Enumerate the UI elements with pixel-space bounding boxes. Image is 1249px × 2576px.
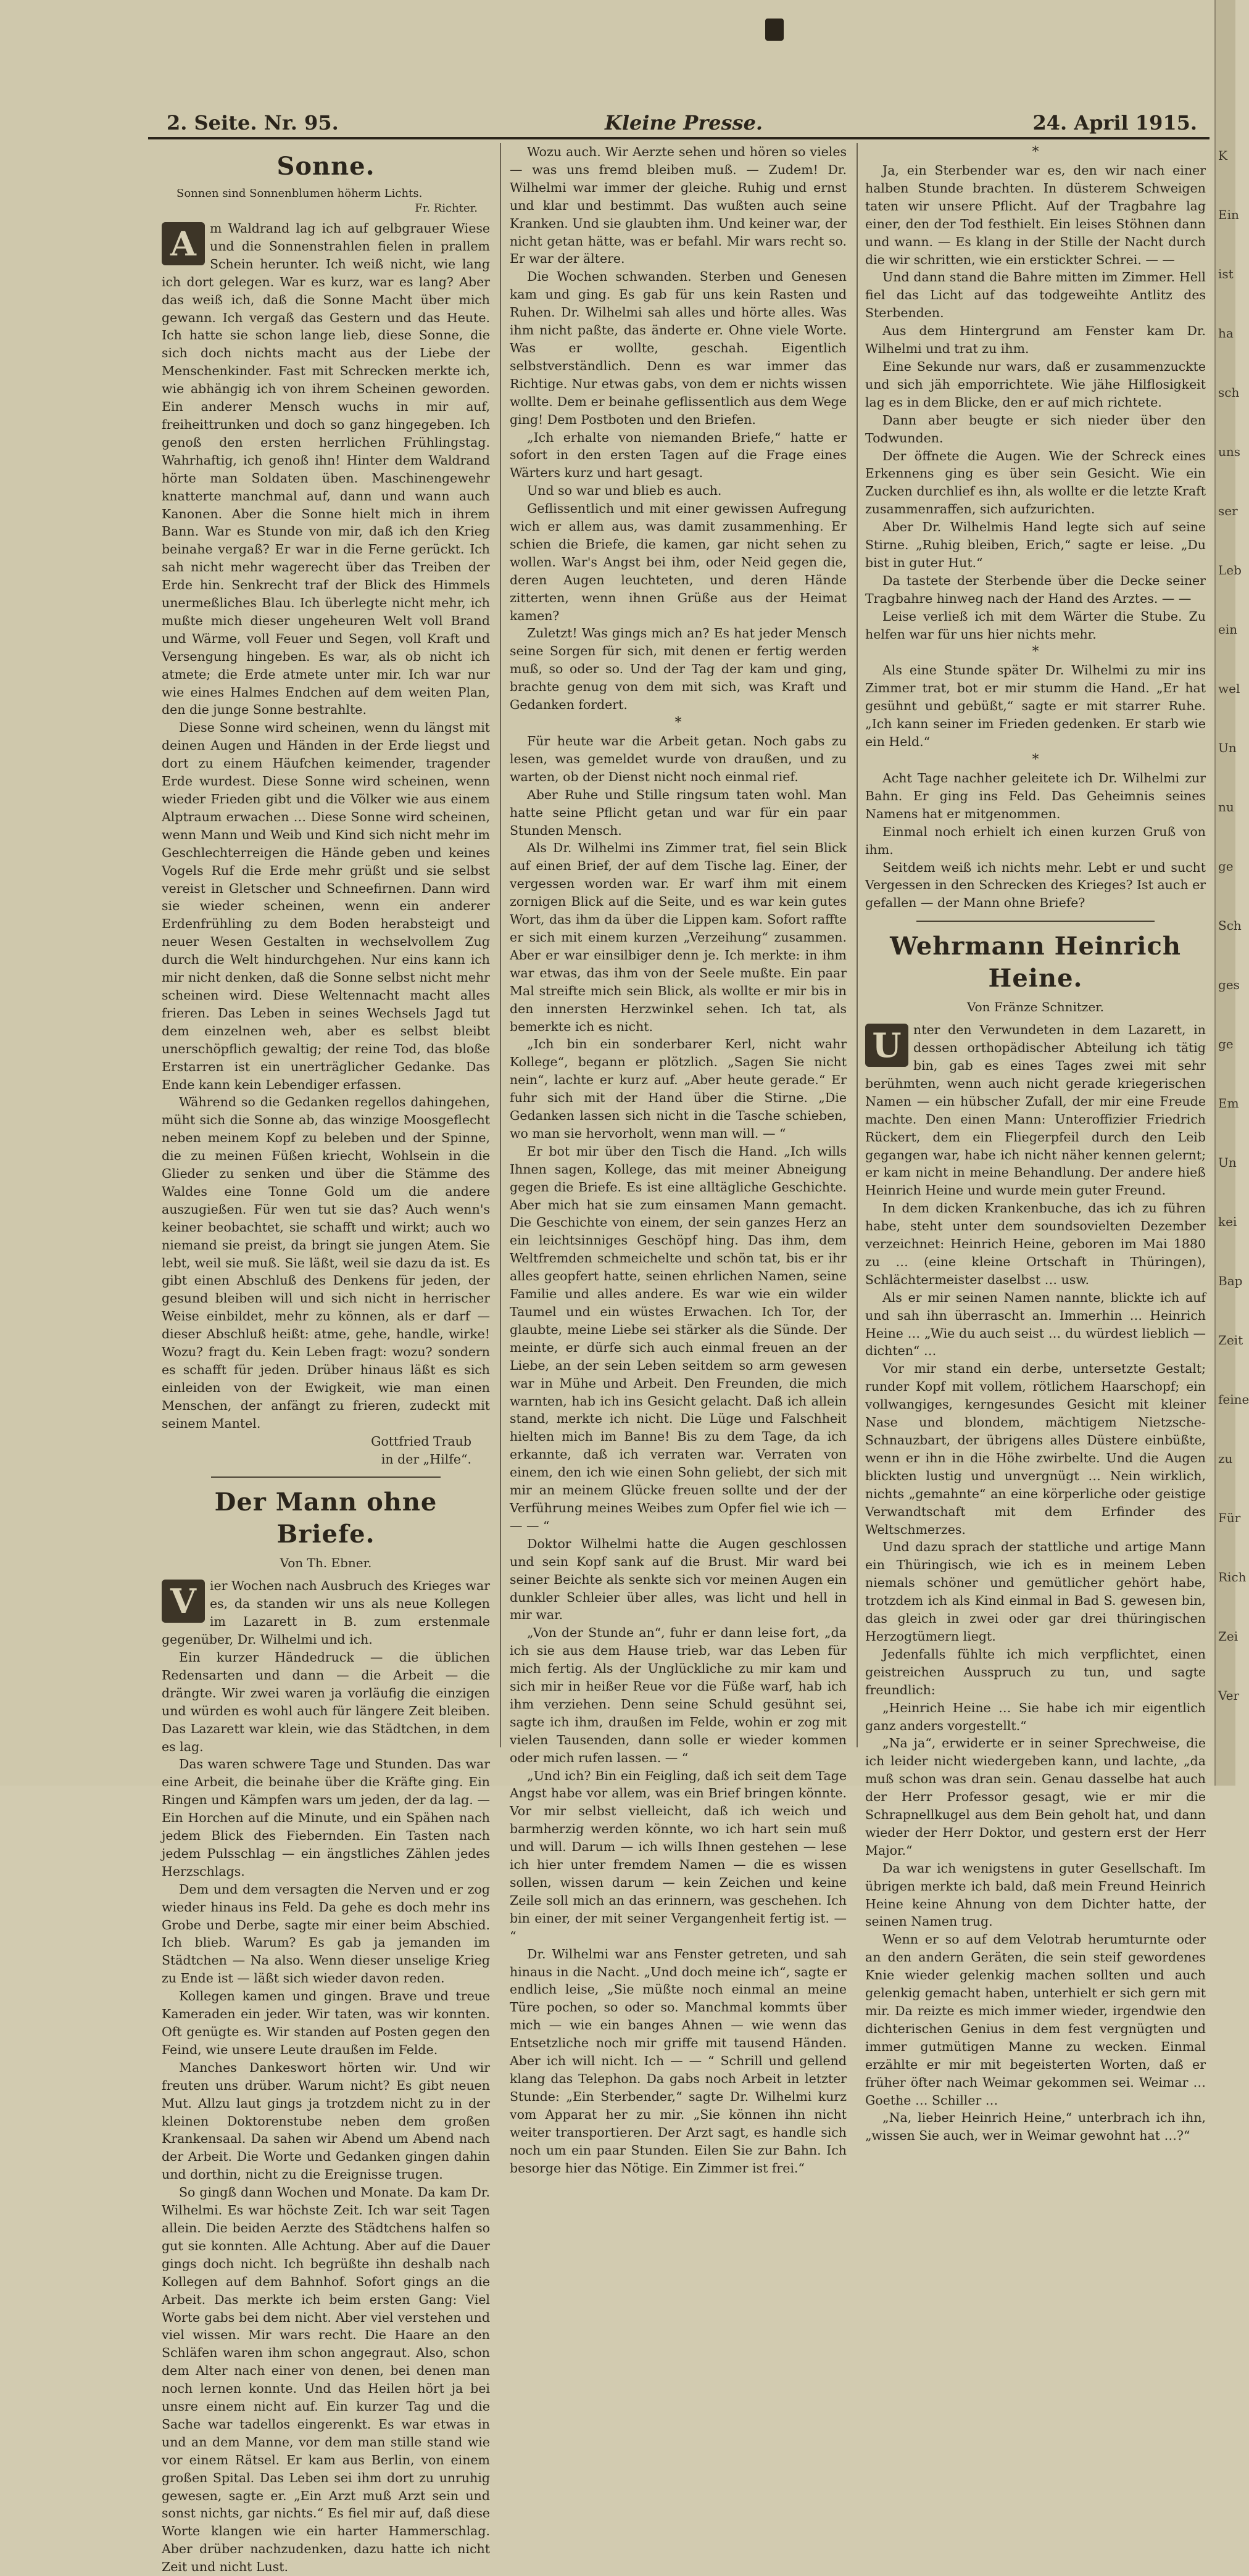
section-star: * xyxy=(1032,752,1039,768)
mann-paragraph: „Von der Stunde an“, fuhr er dann leise fort, „da ich sie aus dem Hause trieb, war das Leben für mich fertig. Als der Unglückliche zu mir kam und sich mir in heißer Reue vor die Füße warf, hab ich ihm verziehen. Denn seine Schuld gesühnt sei, sagte ich ihm, draußen im Felde, wohin er zog mit vielen Tausenden, dann solle er wieder kommen oder mich rufen lassen. — “ xyxy=(510,1625,847,1765)
adjacent-page-fragment: K xyxy=(1218,148,1227,163)
column-rule xyxy=(857,143,858,1747)
adjacent-page-fragment: Zeit xyxy=(1218,1333,1243,1348)
masthead: Kleine Presse. xyxy=(605,111,763,135)
mann-paragraph: Doktor Wilhelmi hatte die Augen geschlossen und sein Kopf sank auf die Brust. Mir ward bei seiner Beichte als senkte sich vor meinen Augen ein dunkler Schleier über alles, was licht und hell in mir war. xyxy=(510,1536,847,1623)
mann-paragraph: Dem und dem versagten die Nerven und er zog wieder hinaus ins Feld. Da gehe es doch mehr ins Grobe und Derbe, sagte mir einer beim Abschied. Ich blieb. Warum? Es gab ja jemanden im Städtchen — Na also. Wenn dieser unselige Krieg zu Ende ist — läßt sich wieder davon reden. xyxy=(162,1881,490,1986)
mann-paragraph: Dr. Wilhelmi war ans Fenster getreten, und sah hinaus in die Nacht. „Und doch meine ich“, sagte er endlich leise, „Sie müßte noch einmal an meine Türe pochen, so oder so. Manchmal kommts über mich — wie ein banges Ahnen — wie wenn das Entsetzliche noch mir griffe mit tausend Händen. Aber ich will nicht. Ich — — “ Schrill und gellend klang das Telephon. Da gabs noch Arbeit in letzter Stunde: „Ein Sterbender,“ sagte Dr. Wilhelmi kurz vom Apparat her zu mir. „Sie können ihn nicht weiter transportieren. Der Arzt sagt, es handle sich noch um ein paar Stunden. Eilen Sie zur Bahn. Ich besorge hier das Nötige. Ein Zimmer ist frei.“ xyxy=(510,1946,847,2176)
mann-paragraph: Ein kurzer Händedruck — die üblichen Redensarten und dann — die Arbeit — die drängte. Wir zwei waren ja vorläufig die einzigen und würden es wohl auch für längere Zeit bleiben. Das Lazarett war klein, wie das Städtchen, in dem es lag. xyxy=(162,1649,490,1754)
mann-paragraph: Aber Dr. Wilhelmis Hand legte sich auf seine Stirne. „Ruhig bleiben, Erich,“ sagte er leise. „Du bist in guter Hut.“ xyxy=(865,520,1206,570)
heine-paragraph: Jedenfalls fühlte ich mich verpflichtet, einen geistreichen Ausspruch zu tun, und sagte freundlich: xyxy=(865,1646,1206,1697)
mann-paragraph: Wozu auch. Wir Aerzte sehen und hören so vieles — was uns fremd bleiben muß. — Zudem! Dr. Wilhelmi war immer der gleiche. Ruhig und ernst und klar und bestimmt. Das wußten auch seine Kranken. Und sie glaubten ihm. Und keiner war, der nicht getan hätte, was er befahl. Mir wars recht so. Er war der ältere. xyxy=(510,144,847,267)
mann-paragraph: Als eine Stunde später Dr. Wilhelmi zu mir ins Zimmer trat, bot er mir stumm die Hand. „Er hat gesühnt und gebüßt,“ sagte er mit starrer Ruhe. „Ich kann seiner im Frieden gedenken. Er starb wie ein Held.“ xyxy=(865,663,1206,750)
mann-paragraph: Aus dem Hintergrund am Fenster kam Dr. Wilhelmi und trat zu ihm. xyxy=(865,323,1206,357)
heine-paragraph: Wenn er so auf dem Velotrab herumturnte oder an den andern Geräten, die sein steif gewordenes Knie wieder gelenkig machen sollten und auch gelenkig gemacht haben, unterhielt er sich gern mit mir. Da reizte es mich immer wieder, irgendwie den dichterischen Genius in dem fest vergnügten und immer gutmütigen Manne zu wecken. Einmal erzählte er mir mit begeisterten Worten, daß er früher öfter nach Weimar gekommen sei. Weimar … Goethe … Schiller … xyxy=(865,1932,1206,2108)
section-star: * xyxy=(674,715,682,731)
column-2 xyxy=(510,143,847,2176)
mann-paragraph: Ja, ein Sterbender war es, den wir nach einer halben Stunde brachten. In düsterem Schweigen taten wir unsere Pflicht. Auf der Tragbahre lag einer, den der Tod festhielt. Ein leises Stöhnen dann und wann. — Es klang in der Stille der Nacht durch die wir schritten, wie ein erstickter Schrei. — — xyxy=(865,163,1206,267)
adjacent-page-fragment: Ein xyxy=(1218,207,1239,222)
sonne-paragraph: Diese Sonne wird scheinen, wenn du längst mit deinen Augen und Händen in der Erde liegst und dort zu einem Häufchen keimender, tragender Erde wurdest. Diese Sonne wird scheinen, wenn wieder Frieden gibt und die Völker wie aus einem Alptraum erwachen … Diese Sonne wird scheinen, wenn Mann und Weib und Kind sich nicht mehr im Geschlechterreigen die Hände geben und keines Vogels Ruf die Erde mehr grüßt und sie selbst vereist in Gletscher und Schneefirnen. Dann wird sie wieder scheinen, wenn ein anderer Erdenfrühling zu dem Boden herabsteigt und neuer Wesen Gestalten in wechselvollem Zug durch die Welt hindurchgehen. Nur eins kann ich mir nicht denken, daß die Sonne selbst nicht mehr scheinen wird. Diese Weltennacht macht alles frieren. Das Leben in seines Wechsels Jagd tut dem einzelnen weh, aber es selbst bleibt unerschöpflich gewaltig; der reine Tod, das bloße Erstarren ist ein unerträglicher Gedanke. Das Ende kann kein Lebendiger erfassen. xyxy=(162,720,490,1092)
page-number: 2. Seite. Nr. 95. xyxy=(167,111,339,135)
mann-paragraph: Da tastete der Sterbende über die Decke seiner Tragbahre hinweg nach der Hand des Arztes. — — xyxy=(865,573,1206,606)
adjacent-page-fragment: kei xyxy=(1218,1214,1237,1229)
mann-paragraph: Der öffnete die Augen. Wie der Schreck eines Erkennens ging es über sein Gesicht. Wie ein Zucken durchlief es ihn, als wollte er die letzte Kraft zusammenraffen, sich aufzurichten. xyxy=(865,448,1206,517)
header-rule xyxy=(148,137,1210,139)
mann-paragraph: Und dann stand die Bahre mitten im Zimmer. Hell fiel das Licht auf das todgeweihte Antlitz des Sterbenden. xyxy=(865,270,1206,321)
mann-paragraph: ier Wochen nach Ausbruch des Krieges war es, da standen wir uns als neue Kollegen im Lazarett in B. zum erstenmale gegenüber, Dr. Wilhelmi und ich. xyxy=(162,1578,490,1647)
heine-paragraph: Als er mir seinen Namen nannte, blickte ich auf und sah ihn überrascht an. Immerhin … Heinrich Heine … „Wie du auch seist … du würdest lieblich — dichten“ … xyxy=(865,1290,1206,1359)
adjacent-page-fragment: Sch xyxy=(1218,918,1242,933)
mann-paragraph: Geflissentlich und mit einer gewissen Aufregung wich er allem aus, was damit zusammenhing. Er schien die Briefe, die kamen, gar nicht sehen zu wollen. War's Angst bei ihm, oder Neid gegen die, deren Augen leuchteten, und deren Hände zitterten, wenn ihnen Grüße aus der Heimat kamen? xyxy=(510,501,847,623)
section-star: * xyxy=(1032,144,1039,160)
column-1 xyxy=(162,143,490,2575)
adjacent-page-fragment: Ver xyxy=(1218,1688,1240,1703)
mann-paragraph: Für heute war die Arbeit getan. Noch gabs zu lesen, was gemeldet wurde von draußen, und zu warten, ob der Dienst nicht noch einmal rief. xyxy=(510,734,847,784)
adjacent-page-fragment: ge xyxy=(1218,1037,1234,1051)
mann-paragraph: Die Wochen schwanden. Sterben und Genesen kam und ging. Es gab für uns kein Rasten und Ruhen. Dr. Wilhelmi sah alles und hörte alles. Was ihm nicht paßte, das änderte er. Ohne viele Worte. Was er wollte, geschah. Eigentlich selbstverständlich. Denn es war immer das Richtige. Nur etwas gabs, von dem er nichts wissen wollte. Dem er beinahe geflissentlich aus dem Wege ging! Dem Postboten und den Briefen. xyxy=(510,269,847,427)
sonne-paragraph: Während so die Gedanken regellos dahingehen, müht sich die Sonne ab, das winzige Moosgeflecht neben meinem Kopf zu beleben und der Spinne, die zu meinen Füßen kriecht, Wohlsein in die Glieder zu senken und über die Stämme des Waldes eine Tonne Gold um die andere auszugießen. Für wen tut sie das? Auch wenn's keiner beobachtet, sie schafft und wirkt; auch wo niemand sie preist, da bringt sie jungen Atem. Sie lebt, weil sie muß. Sie läßt, weil sie dazu da ist. Es gibt einen Abschluß des Denkens für jeden, der gesund bleiben will und sich nicht in herrischer Weise einbildet, mehr zu können, als er darf — dieser Abschluß heißt: atme, gehe, handle, wirke! Wozu? fragt du. Kein Leben fragt: wozu? sondern es schafft für jeden. Drüber hinaus läßt es sich einleiden von der Ewigkeit, wie man einen Menschen, der anfängt zu frieren, zudeckt mit seinem Mantel. xyxy=(162,1095,490,1431)
sonne-source: in der „Hilfe“. xyxy=(381,1451,471,1467)
mann-paragraph: Und so war und blieb es auch. xyxy=(527,483,722,499)
adjacent-page-fragment: Un xyxy=(1218,1155,1237,1170)
dropcap-sonne: A xyxy=(162,222,205,265)
adjacent-page-fragment: sch xyxy=(1218,385,1240,400)
mann-paragraph: Zuletzt! Was gings mich an? Es hat jeder Mensch seine Sorgen für sich, mit denen er fertig werden muß, so oder so. Und der Tag der kam und ging, brachte genug von dem mit sich, was Kraft und Gedanken fordert. xyxy=(510,626,847,713)
mann-paragraph: Leise verließ ich mit dem Wärter die Stube. Zu helfen war für uns hier nichts mehr. xyxy=(865,608,1206,642)
adjacent-page-fragment: nu xyxy=(1218,800,1234,814)
heine-byline: Von Fränze Schnitzer. xyxy=(966,1000,1105,1015)
sonne-paragraph: m Waldrand lag ich auf gelbgrauer Wiese und die Sonnenstrahlen fielen in prallem Schein herunter. Ich weiß nicht, wie lang ich dort gelegen. War es kurz, war es lang? Aber das weiß ich, daß die Sonne Macht über mich gewann. Ich vergaß das Gestern und das Heute. Ich hatte sie schon lange lieb, diese Sonne, die sich doch nichts macht aus der Liebe der Menschenkinder. Fast mit Schrecken merkte ich, wie abhängig ich von ihrem Scheinen geworden. Ein anderer Mensch wuchs in mir auf, freiheittrunken und doch so ganz hingegeben. Ich genoß den ersten herrlichen Frühlingstag. Wahrhaftig, ich genoß ihn! Hinter dem Waldrand hörte man Soldaten üben. Maschinengewehr knatterte manchmal auf, dann und wann auch Kanonen. Aber die Sonne hielt mich in ihrem Bann. War es Stunde von mir, daß ich den Krieg beinahe vergaß? Er war in die Ferne gerückt. Ich sah nicht mehr wagerecht über das Treiben der Erde hin. Senkrecht traf der Blick des Himmels unermeßliches Blau. Ich überlegte nicht mehr, ich mußte mich dieser ungeheuren Welt voll Brand und Wärme, voll Feuer und Segen, voll Kraft und Versengung hingeben. Es war, als ob nicht ich atmete; die Erde atmete unter mir. Ich war nur wie eines Halmes Endchen auf dem weiten Plan, den die junge Sonne bestrahlte. xyxy=(162,221,490,718)
adjacent-page-fragment: zu xyxy=(1218,1451,1233,1466)
article-title-mann: Der Mann ohne Briefe. xyxy=(214,1488,438,1549)
adjacent-page-fragment: Für xyxy=(1218,1510,1241,1525)
motto-author: Fr. Richter. xyxy=(415,202,478,215)
article-divider xyxy=(916,921,1155,922)
mann-paragraph: Das waren schwere Tage und Stunden. Das war eine Arbeit, die beinahe über die Kräfte ging. Ein Ringen und Kämpfen wars um jeden, der da lag. — Ein Horchen auf die Minute, und ein Spähen nach jedem Blick des Fiebernden. Ein Tasten nach jedem Pulsschlag — ein ängstliches Zählen jedes Herzschlags. xyxy=(162,1757,490,1879)
mann-paragraph: Er bot mir über den Tisch die Hand. „Ich wills Ihnen sagen, Kollege, das mit meiner Abneigung gegen die Briefe. Es ist eine alltägliche Geschichte. Aber mich hat sie zum einsamen Mann gemacht. Die Geschichte von einem, der sein ganzes Herz an ein leichtsinniges Geschöpf hing. Das ihm, dem Weltfremden schmeichelte und schön tat, bis er ihr alles geopfert hatte, seinen ehrlichen Namen, seine Familie und alles andere. Es war wie ein wilder Taumel und ein wüstes Erwachen. Ich Tor, der glaubte, meine Liebe sei stärker als die Sünde. Der meinte, er dürfe sich auch einmal freuen an der Liebe, an der sein Leben seitdem so arm gewesen war in Mühe und Arbeit. Den Freunden, die mich warnten, hab ich ins Gesicht gelacht. Daß ich allein stand, merkte ich nicht. Die Lüge und Falschheit hielten mich im Banne! Bis zu dem Tage, da ich erkannte, daß ich verraten war. Verraten von einem, den ich wie einen Sohn geliebt, der sich mit mir an meinem Glücke freuen sollte und der der Verführung meines Weibes zum Opfer fiel wie ich — — — “ xyxy=(510,1143,847,1533)
adjacent-page-fragment: Zei xyxy=(1218,1629,1239,1644)
mann-paragraph: „Ich erhalte von niemanden Briefe,“ hatte er sofort in den ersten Tagen auf die Frage eines Wärters kurz und hart gesagt. xyxy=(510,429,847,481)
adjacent-page-fragment: Un xyxy=(1218,740,1237,755)
adjacent-page-edge xyxy=(1214,0,1249,1786)
heine-paragraph: „Na ja“, erwiderte er in seiner Sprechweise, die ich leider nicht wiedergeben kann, und lachte, „da muß schon was dran sein. Genau dasselbe hat auch der Herr Professor gesagt, wie er mir die Schrapnellkugel aus dem Bein geholt hat, und dann wieder der Herr Doktor, und gestern erst der Herr Major.“ xyxy=(865,1736,1206,1858)
sonne-motto xyxy=(176,186,490,216)
adjacent-page-fragment: wel xyxy=(1218,681,1240,696)
dropcap-heine: U xyxy=(865,1024,908,1067)
article-title-heine: Wehrmann Heinrich Heine. xyxy=(890,932,1181,993)
mann-paragraph: Als Dr. Wilhelmi ins Zimmer trat, fiel sein Blick auf einen Brief, der auf dem Tische lag. Einer, der vergessen worden war. Er warf ihm mit einem zornigen Blick auf die Seite, und es war kein gutes Wort, das ihm da über die Lippen kam. Sofort raffte er sich mit einem kurzen „Verzeihung“ zusammen. Aber er war einsilbiger denn je. Ich merkte: in ihm war etwas, das ihm von der Seele mußte. Ein paar Mal streifte mich sein Blick, als wollte er mir bis in den innersten Herzwinkel sehen. Ich tat, als bemerkte ich es nicht. xyxy=(510,840,847,1034)
adjacent-page-fragment: ist xyxy=(1218,267,1234,281)
mann-paragraph: So gingß dann Wochen und Monate. Da kam Dr. Wilhelmi. Es war höchste Zeit. Ich war seit Tagen allein. Die beiden Aerzte des Städtchens halfen so gut sie konnten. Alle Achtung. Aber auf die Dauer gings doch nicht. Ich begrüßte ihn deshalb nach Kollegen auf dem Bahnhof. Sofort gings an die Arbeit. Das merkte ich beim ersten Gang: Viel Worte gabs bei dem nicht. Aber viel verstehen und viel wissen. Mir wars recht. Die Haare an den Schläfen waren ihm schon angegraut. Also, schon dem Alter nach einer von denen, bei denen man noch lernen konnte. Und das Heilen hört ja bei unsre einem nicht auf. Ein kurzer Tag und die Sache war tadellos eingerenkt. Es war etwas in und an dem Manne, vor dem man stille stand wie vor einem Rätsel. Er kam aus Berlin, von einem großen Spital. Das Leben sei ihm dort zu unruhig gewesen, sagte er. „Ein Arzt muß Arzt sein und sonst nichts, gar nichts.“ Es fiel mir auf, daß diese Worte klangen wie ein harter Hammerschlag. Aber drüber nachzudenken, dazu hatte ich nicht Zeit und nicht Lust. xyxy=(162,2185,490,2575)
adjacent-page-fragment: uns xyxy=(1218,444,1241,459)
issue-date: 24. April 1915. xyxy=(1032,111,1197,135)
heine-paragraph: In dem dicken Krankenbuche, das ich zu führen habe, steht unter dem soundsovielten Dezember verzeichnet: Heinrich Heine, geboren im Mai 1880 zu … (eine kleine Ortschaft in Thüringen), Schlächtermeister daselbst … usw. xyxy=(865,1201,1206,1287)
mann-paragraph: „Ich bin ein sonderbarer Kerl, nicht wahr Kollege“, begann er plötzlich. „Sagen Sie nicht nein“, lachte er kurz auf. „Aber heute gerade.“ Er fuhr sich mit der Hand über die Stirne. „Die Gedanken lassen sich nicht in die Tasche schieben, wo man sie hervorholt, wenn man will. — “ xyxy=(510,1037,847,1141)
adjacent-page-fragment: ge xyxy=(1218,859,1234,874)
heine-paragraph: Vor mir stand ein derbe, untersetzte Gestalt; runder Kopf mit vollem, rötlichem Haarschopf; ein vollwangiges, kerngesundes Gesicht mit kleiner Nase und blondem, mächtigem Nietzsche-Schnauzbart, der übrigens alles Düstere einbüßte, wenn er ihn in die Höhe zwirbelte. Und die Augen blickten lustig und unvergnügt … Nein wirklich, nichts „gemahnte“ an eine körperliche oder geistige Verwandtschaft mit dem Erfinder des Weltschmerzes. xyxy=(865,1361,1206,1537)
mann-paragraph: Seitdem weiß ich nichts mehr. Lebt er und sucht Vergessen in den Schrecken des Krieges? Ist auch er gefallen — der Mann ohne Briefe? xyxy=(865,859,1206,911)
adjacent-page-fragment: Leb xyxy=(1218,563,1242,578)
section-star: * xyxy=(1032,644,1039,660)
article-title-sonne: Sonne. xyxy=(276,152,375,181)
mann-byline: Von Th. Ebner. xyxy=(280,1555,372,1571)
mann-paragraph: Eine Sekunde nur wars, daß er zusammenzuckte und sich jäh emporrichtete. Wie jähe Hilflosigkeit lag es in dem Blicke, den er auf mich richtete. xyxy=(865,358,1206,410)
adjacent-page-fragment: ges xyxy=(1218,977,1240,992)
adjacent-page-fragment: Bap xyxy=(1218,1274,1243,1288)
mann-paragraph: Manches Dankeswort hörten wir. Und wir freuten uns drüber. Warum nicht? Es gibt neuen Mut. Allzu laut gings ja trotzdem nicht zu in der kleinen Doktorenstube neben dem großen Krankensaal. Da sahen wir Abend um Abend nach der Arbeit. Die Worte und Gedanken gingen dahin und dorthin, nicht zu die Ereignisse trugen. xyxy=(162,2060,490,2182)
mann-paragraph: „Und ich? Bin ein Feigling, daß ich seit dem Tage Angst habe vor allem, was ein Brief bringen könnte. Vor mir selbst vielleicht, daß ich weich und barmherzig werden könnte, wo ich hart sein muß und will. Darum — ich wills Ihnen gestehen — lese ich hier unter fremdem Namen — die es wissen sollen, wissen darum — kein Zeichen und keine Zeile soll mich an das erinnern, was geschehen. Ich bin einer, der mit seiner Vergangenheit fertig ist. — “ xyxy=(510,1768,847,1944)
mann-paragraph: Einmal noch erhielt ich einen kurzen Gruß von ihm. xyxy=(865,824,1206,857)
heine-paragraph: „Heinrich Heine … Sie habe ich mir eigentlich ganz anders vorgestellt.“ xyxy=(865,1700,1206,1733)
adjacent-page-fragment: ha xyxy=(1218,326,1234,341)
mann-paragraph: Acht Tage nachher geleitete ich Dr. Wilhelmi zur Bahn. Er ging ins Feld. Das Geheimnis seines Namens hat er mitgenommen. xyxy=(865,771,1206,821)
adjacent-page-fragment: feine xyxy=(1218,1392,1249,1407)
printer-mark xyxy=(765,19,784,41)
adjacent-page-fragment: ser xyxy=(1218,503,1238,518)
article-divider xyxy=(211,1476,441,1478)
adjacent-page-fragment: Rich xyxy=(1218,1570,1247,1584)
column-rule xyxy=(500,143,501,1747)
mann-paragraph: Dann aber beugte er sich nieder über den Todwunden. xyxy=(865,412,1206,445)
dropcap-mann: V xyxy=(162,1580,205,1623)
column-3 xyxy=(865,143,1206,2143)
adjacent-page-fragment: ein xyxy=(1218,622,1238,637)
adjacent-page-fragment: Em xyxy=(1218,1096,1239,1111)
heine-paragraph: Da war ich wenigstens in guter Gesellschaft. Im übrigen merkte ich bald, daß mein Freund Heinrich Heine keine Ahnung von dem Dichter hatte, der seinen Namen trug. xyxy=(865,1860,1206,1929)
page-header xyxy=(167,111,1203,136)
mann-paragraph: Aber Ruhe und Stille ringsum taten wohl. Man hatte seine Pflicht getan und war für ein paar Stunden Mensch. xyxy=(510,787,847,838)
heine-paragraph: nter den Verwundeten in dem Lazarett, in dessen orthopädischer Abteilung ich tätig bin, gab es eines Tages zwei mit sehr berühmten, wenn auch nicht gerade kriegerischen Namen — ein hübscher Zufall, der mir eine Freude machte. Den einen Mann: Unteroffizier Friedrich Rückert, dem ein Fliegerpfeil durch den Leib gegangen war, habe ich nicht näher kennen gelernt; er kam nicht in meine Behandlung. Der andere hieß Heinrich Heine und wurde mein guter Freund. xyxy=(865,1022,1206,1198)
mann-paragraph: Kollegen kamen und gingen. Brave und treue Kameraden ein jeder. Wir taten, was wir konnten. Oft genügte es. Wir standen auf Posten gegen den Feind, wie unsere Leute draußen im Felde. xyxy=(162,1989,490,2057)
heine-paragraph: Und dazu sprach der stattliche und artige Mann ein Thüringisch, wie ich es in meinem Leben niemals schöner und gemütlicher gehört habe, trotzdem ich als Kind einmal in Bad S. gewesen bin, das gleich in zwei oder gar drei thüringischen Herzogtümern liegt. xyxy=(865,1539,1206,1644)
heine-paragraph: „Na, lieber Heinrich Heine,“ unterbrach ich ihn, „wissen Sie auch, wer in Weimar gewohnt hat …?“ xyxy=(865,2110,1206,2143)
sonne-signature: Gottfried Traub xyxy=(371,1433,471,1449)
motto-text: Sonnen sind Sonnenblumen höherm Lichts. xyxy=(176,187,423,200)
